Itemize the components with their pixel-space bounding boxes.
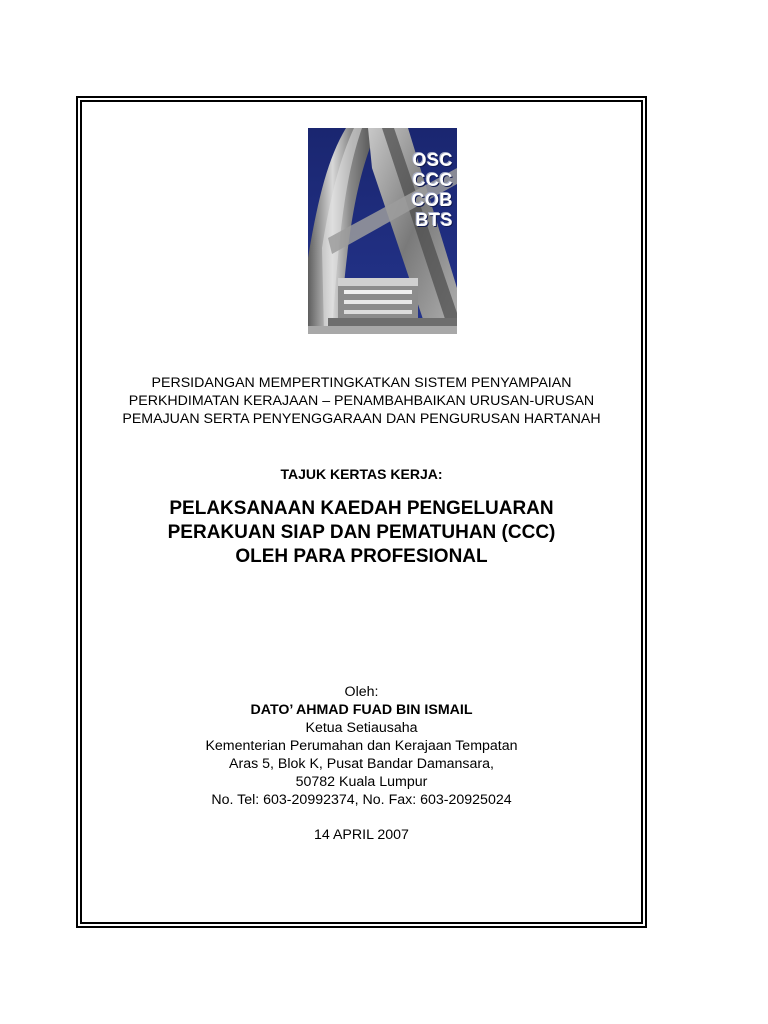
author-address-line2: 50782 Kuala Lumpur — [295, 774, 428, 790]
paper-title-line: PERAKUAN SIAP DAN PEMATUHAN (CCC) — [167, 522, 556, 543]
paper-title-line: PELAKSANAAN KAEDAH PENGELUARAN — [169, 498, 554, 519]
author-block — [80, 683, 643, 809]
author-address-line1: Aras 5, Blok K, Pusat Bandar Damansara, — [229, 756, 494, 772]
by-label: Oleh: — [344, 684, 379, 700]
logo-text — [412, 150, 454, 230]
osc-ccc-cob-bts-logo — [308, 128, 457, 334]
author-contact: No. Tel: 603-20992374, No. Fax: 603-20925024 — [211, 792, 512, 808]
conference-line: PERSIDANGAN MEMPERTINGKATKAN SISTEM PENYAMPAIAN — [151, 375, 572, 391]
author-name: DATO’ AHMAD FUAD BIN ISMAIL — [250, 702, 473, 718]
logo-line-cob: COB — [411, 190, 453, 210]
logo-line-ccc: CCC — [412, 170, 453, 190]
paper-title — [80, 497, 643, 569]
author-position: Ketua Setiausaha — [305, 720, 418, 736]
paper-title-line: OLEH PARA PROFESIONAL — [235, 546, 488, 567]
author-ministry: Kementerian Perumahan dan Kerajaan Tempatan — [205, 738, 518, 754]
paper-label: TAJUK KERTAS KERJA: — [280, 466, 443, 482]
conference-line: PERKHDIMATAN KERAJAAN – PENAMBAHBAIKAN URUSAN-URUSAN — [128, 393, 595, 409]
conference-line: PEMAJUAN SERTA PENYENGGARAAN DAN PENGURUSAN HARTANAH — [122, 411, 601, 427]
logo-line-osc: OSC — [412, 150, 453, 170]
logo-line-bts: BTS — [415, 210, 453, 230]
conference-title — [80, 374, 643, 428]
document-date: 14 APRIL 2007 — [314, 827, 409, 843]
